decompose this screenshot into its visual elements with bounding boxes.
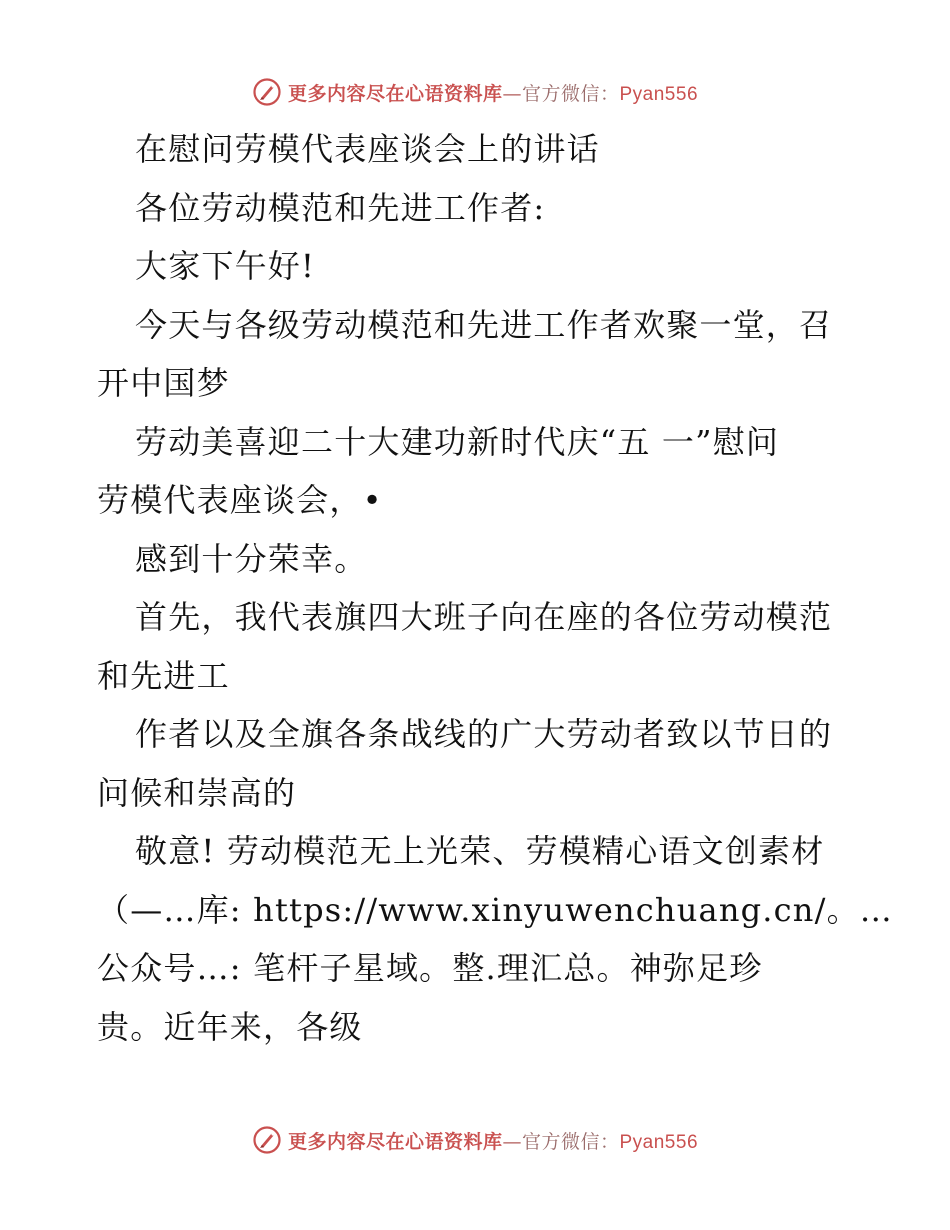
- document-line: 贵。近年来，各级: [97, 1007, 363, 1046]
- footer-watermark: [0, 1120, 950, 1160]
- watermark-wechat-id: Pyan556: [619, 83, 699, 105]
- document-line: 公众号…: 笔杆子星域。整.理汇总。神弥足珍: [97, 949, 763, 987]
- document-line: 劳动美喜迎二十大建功新时代庆“五 一”慰问: [135, 422, 780, 461]
- document-line: 开中国梦: [97, 364, 230, 402]
- quill-seal-icon: [252, 77, 282, 107]
- watermark-separator: —: [502, 1130, 522, 1153]
- document-line: （—…库: https://www.xinyuwenchuang.cn/。…: [97, 890, 893, 929]
- document-line: 作者以及全旗各条战线的广大劳动者致以节日的: [135, 715, 833, 753]
- watermark-wechat-id: Pyan556: [619, 1131, 699, 1153]
- watermark-text: 更多内容尽在心语资料库: [287, 1130, 503, 1153]
- document-line: 首先，我代表旗四大班子向在座的各位劳动模范: [135, 598, 833, 636]
- document-body: [97, 120, 893, 1056]
- header-watermark: [0, 72, 950, 112]
- quill-seal-icon: [252, 1125, 282, 1155]
- watermark-separator: —: [502, 82, 522, 105]
- document-line: 和先进工: [97, 656, 230, 695]
- document-line: 问候和崇高的: [97, 773, 297, 812]
- document-line: 各位劳动模范和先进工作者:: [135, 188, 546, 227]
- watermark-wechat-label: 官方微信：: [521, 1130, 620, 1153]
- document-line: 大家下午好!: [135, 247, 316, 285]
- document-line: 敬意! 劳动模范无上光荣、劳模精心语文创素材: [135, 832, 825, 870]
- watermark-wechat-label: 官方微信：: [521, 82, 620, 105]
- document-line: 今天与各级劳动模范和先进工作者欢聚一堂，召: [135, 305, 833, 344]
- document-title: 在慰问劳模代表座谈会上的讲话: [135, 130, 600, 168]
- document-line: 感到十分荣幸。: [135, 539, 368, 578]
- watermark-text: 更多内容尽在心语资料库: [287, 82, 503, 105]
- document-line: 劳模代表座谈会，•: [97, 481, 383, 519]
